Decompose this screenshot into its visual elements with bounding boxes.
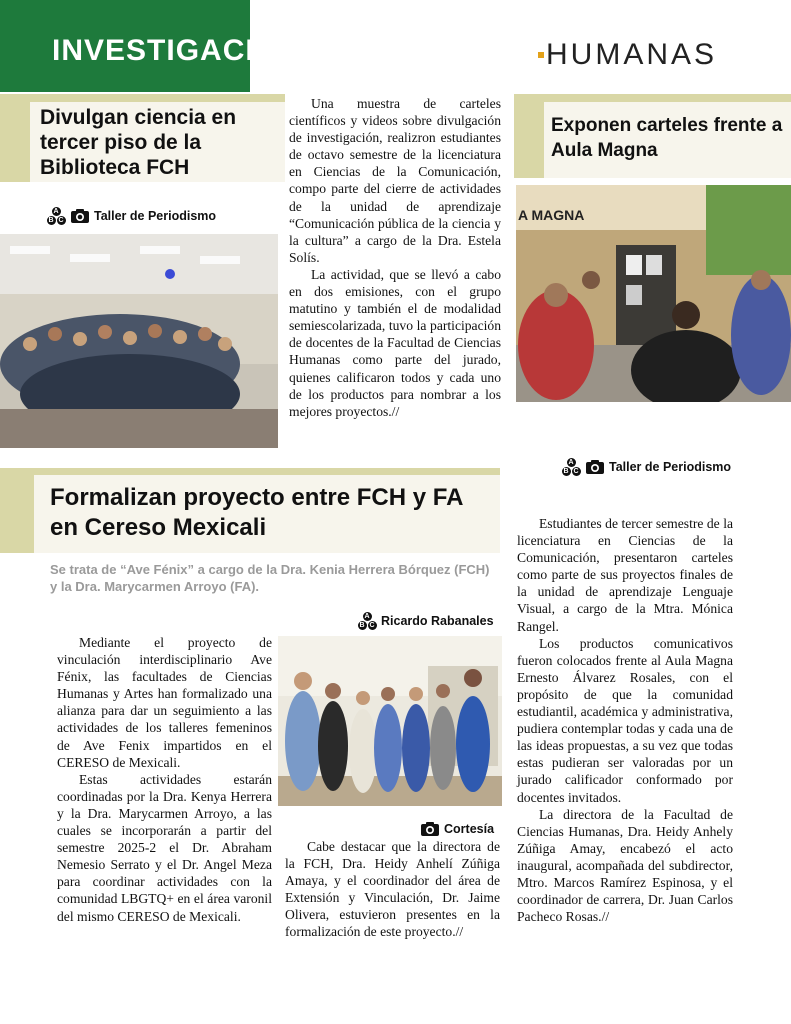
photo-aula-magna: [516, 185, 791, 402]
group-photo-library: [0, 234, 278, 448]
article3-subheading: Se trata de “Ave Fénix” a cargo de la Dra. Kenia Herrera Bórquez (FCH) y la Dra. Marycarmen Arroyo (FA).: [50, 562, 490, 594]
photo-group-cereso: [278, 636, 502, 806]
abc-letter: B: [48, 217, 54, 224]
logo-mark-icon: [538, 52, 544, 58]
article1-credit: [46, 205, 216, 227]
article2-paragraph: La directora de la Facultad de Ciencias Humanas, Dra. Heidy Anhely Zúñiga Amay, encabezó el acto inaugural, acompañada del subdirector, Mtro. Marcos Ramírez Espinosa, y el coordinador de carrera, Dr. Juan Carlos Pacheco Rosas.//: [517, 806, 733, 925]
abc-icon: [357, 610, 377, 632]
article3-photo-credit: [420, 821, 494, 837]
article2-paragraph: Los productos comunicativos fueron colocados frente al Aula Magna Ernesto Álvarez Rosales, con el propósito de que la comunidad estudiantil, académica y administrativa, pudiera contemplar todas y cada una de las ideas propuestas, a su vez que todas estas pudieran ser valoradas por un jurado calificador conformado por docentes invitados.: [517, 635, 733, 805]
camera-icon: [70, 208, 90, 224]
section-title: INVESTIGACIÓN: [52, 34, 302, 67]
article3-author: [357, 610, 494, 632]
article1-paragraph: La actividad, que se llevó a cabo en dos emisiones, con el grupo matutino y también el de modalidad semiescolarizada, tuvo la participación de docentes de la Facultad de Ciencias Humanas como parte del jurado, quienes calificaron todos y cada uno de los productos para nombrar a los mejores proyectos.//: [289, 266, 501, 419]
credit-label: Taller de Periodismo: [609, 460, 732, 474]
article3-paragraph: Mediante el proyecto de vinculación interdisciplinario Ave Fénix, las facultades de Ciencias Humanas y Artes han formalizado una alianza para dar un seguimiento a las actividades de los talleres femeninos de Ave Fenix impartidos en el CERESO de Mexicali.: [57, 635, 272, 770]
author-name: Ricardo Rabanales: [381, 614, 494, 628]
abc-letter: A: [568, 459, 574, 466]
abc-letter: C: [573, 468, 579, 475]
article1-paragraph: Una muestra de carteles científicos y videos sobre divulgación de investigación, realizron estudiantes de octavo semestre de la licenciatura en Ciencias de la Comunicación, compo parte del cierre de actividades de la unidad de aprendizaje “Comunicación pública de la ciencia y la cultura” a cargo de la Dra. Estela Solís.: [289, 96, 501, 265]
article2-body: [517, 515, 733, 925]
headline-accent: [0, 94, 285, 102]
abc-icon: [561, 456, 581, 478]
article3-paragraph: Estas actividades estarán coordinadas por la Dra. Kenya Herrera y la Dra. Marycarmen Arroyo, a las cuales se incorporarán a partir del semestre 2025-2 el Dr. Abraham Nemesio Serrato y el Dr. Angel Meza para coordinar actividades con la comunidad LBGTQ+ en el área varonil del mismo CERESO de Mexicali.: [57, 771, 272, 924]
abc-letter: A: [364, 613, 370, 620]
svg-text:A MAGNA: A MAGNA: [518, 207, 585, 223]
article1-headline: Divulgan ciencia en tercer piso de la Biblioteca FCH: [40, 106, 237, 179]
credit-label: Cortesía: [444, 822, 495, 836]
abc-letter: C: [369, 622, 375, 629]
abc-letter: A: [53, 208, 59, 215]
headline-accent-side: [0, 475, 34, 553]
headline-accent: [514, 94, 791, 102]
credit-label: Taller de Periodismo: [94, 209, 217, 223]
camera-icon: [585, 459, 605, 475]
article3-col2: [285, 838, 500, 941]
brand-logo: [538, 38, 717, 72]
article2-credit: [561, 456, 731, 478]
camera-icon: [420, 821, 440, 837]
abc-icon: [46, 205, 66, 227]
article3-col1: [57, 634, 272, 925]
abc-letter: C: [58, 217, 64, 224]
headline-accent-side: [0, 102, 30, 182]
article3-paragraph: Cabe destacar que la directora de la FCH, Dra. Heidy Anhelí Zúñiga Amaya, y el coordinador del área de Extensión y Vinculación, Dr. Jaime Olivera, estuvieron presentes en la formalización de este proyecto.//: [285, 839, 500, 940]
article1-body: [289, 95, 501, 420]
abc-letter: B: [359, 622, 365, 629]
article3-headline: Formalizan proyecto entre FCH y FA en Cereso Mexicali: [50, 484, 463, 541]
article2-headline: Exponen carteles frente a Aula Magna: [551, 115, 783, 161]
headline-accent: [0, 468, 500, 475]
headline-accent-side: [514, 102, 544, 178]
abc-letter: B: [563, 468, 569, 475]
article2-paragraph: Estudiantes de tercer semestre de la licenciatura en Ciencias de la Comunicación, presentaron carteles como parte de sus proyectos finales de la unidad de aprendizaje Lenguaje Visual, a cargo de la Mtra. Mónica Rangel.: [517, 516, 733, 634]
brand-name: HUMANAS: [546, 38, 718, 71]
